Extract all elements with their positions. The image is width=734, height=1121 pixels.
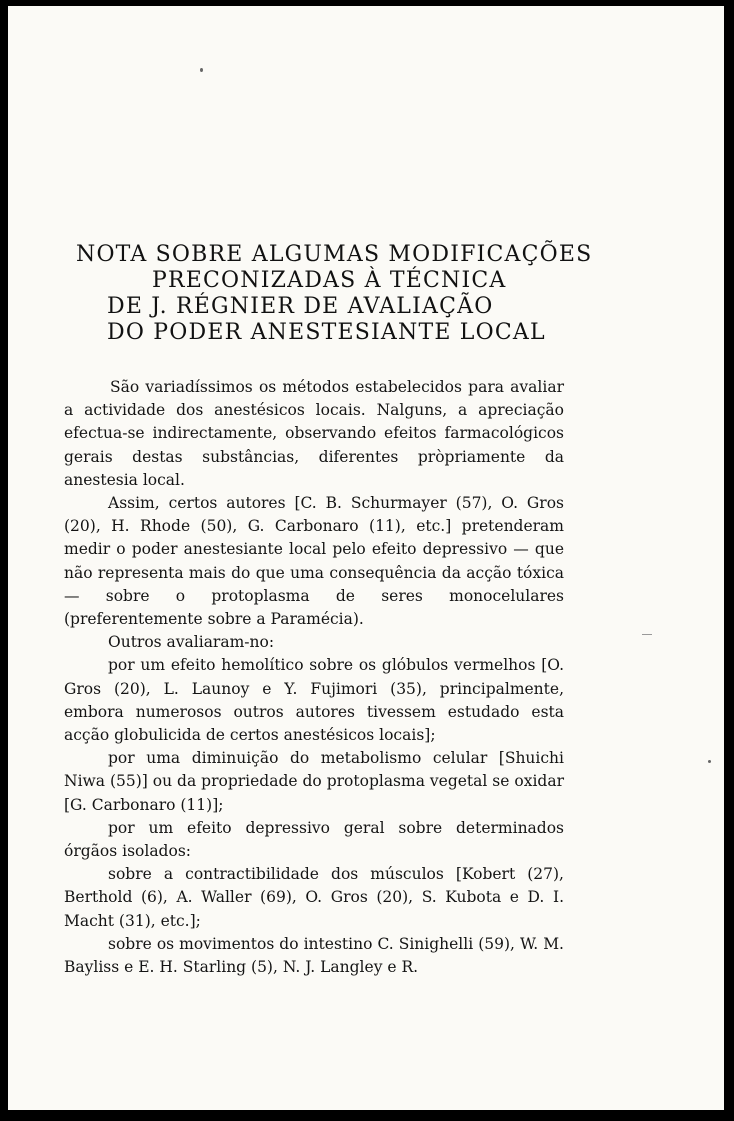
article-title xyxy=(76,242,593,346)
paragraph-depressive: por um efeito depressivo geral sobre determinados órgãos isolados: xyxy=(64,818,564,861)
title-line-3: DE J. RÉGNIER DE AVALIAÇÃO xyxy=(107,294,494,319)
paragraph-others: Outros avaliaram-no: xyxy=(108,633,275,652)
scan-speck xyxy=(200,68,203,72)
scan-speck xyxy=(642,634,652,635)
title-line-4: DO PODER ANESTESIANTE LOCAL xyxy=(107,320,546,345)
article-body xyxy=(64,376,564,979)
document-page xyxy=(8,6,724,1110)
paragraph-metabolism: por uma diminuição do metabolismo celular [Shuichi Niwa (55)] ou da propriedade do protoplasma vegetal se oxidar [G. Carbonaro (11)]; xyxy=(64,749,564,814)
paragraph-authors: Assim, certos autores [C. B. Schurmayer (57), O. Gros (20), H. Rhode (50), G. Carbonaro (11), etc.] pretenderam medir o poder anestesiante local pelo efeito depressivo — que não representa mais do que uma consequência da acção tóxica — sobre o protoplasma de seres monocelulares (preferentemente sobre a Paramécia). xyxy=(64,494,564,629)
paragraph-hemolytic: por um efeito hemolítico sobre os glóbulos vermelhos [O. Gros (20), L. Launoy e Y. Fujimori (35), principalmente, embora numerosos outros autores tivessem estudado esta acção globulicida de certos anestésicos locais]; xyxy=(64,656,564,745)
paragraph-intestine: sobre os movimentos do intestino C. Sinighelli (59), W. M. Bayliss e E. H. Starling (5), N. J. Langley e R. xyxy=(64,934,564,977)
title-line-2: PRECONIZADAS À TÉCNICA xyxy=(152,268,507,293)
scan-speck xyxy=(708,760,711,763)
paragraph-muscles: sobre a contractibilidade dos músculos [Kobert (27), Berthold (6), A. Waller (69), O. Gros (20), S. Kubota e D. I. Macht (31), etc.]; xyxy=(64,865,564,930)
title-line-1: NOTA SOBRE ALGUMAS MODIFICAÇÕES xyxy=(76,242,593,267)
paragraph-intro: São variadíssimos os métodos estabelecidos para avaliar a actividade dos anestésicos locais. Nalguns, a apreciação efectua-se indirectamente, observando efeitos farmacológicos gerais destas substâncias, diferentes pròpriamente da anestesia local. xyxy=(64,378,564,489)
